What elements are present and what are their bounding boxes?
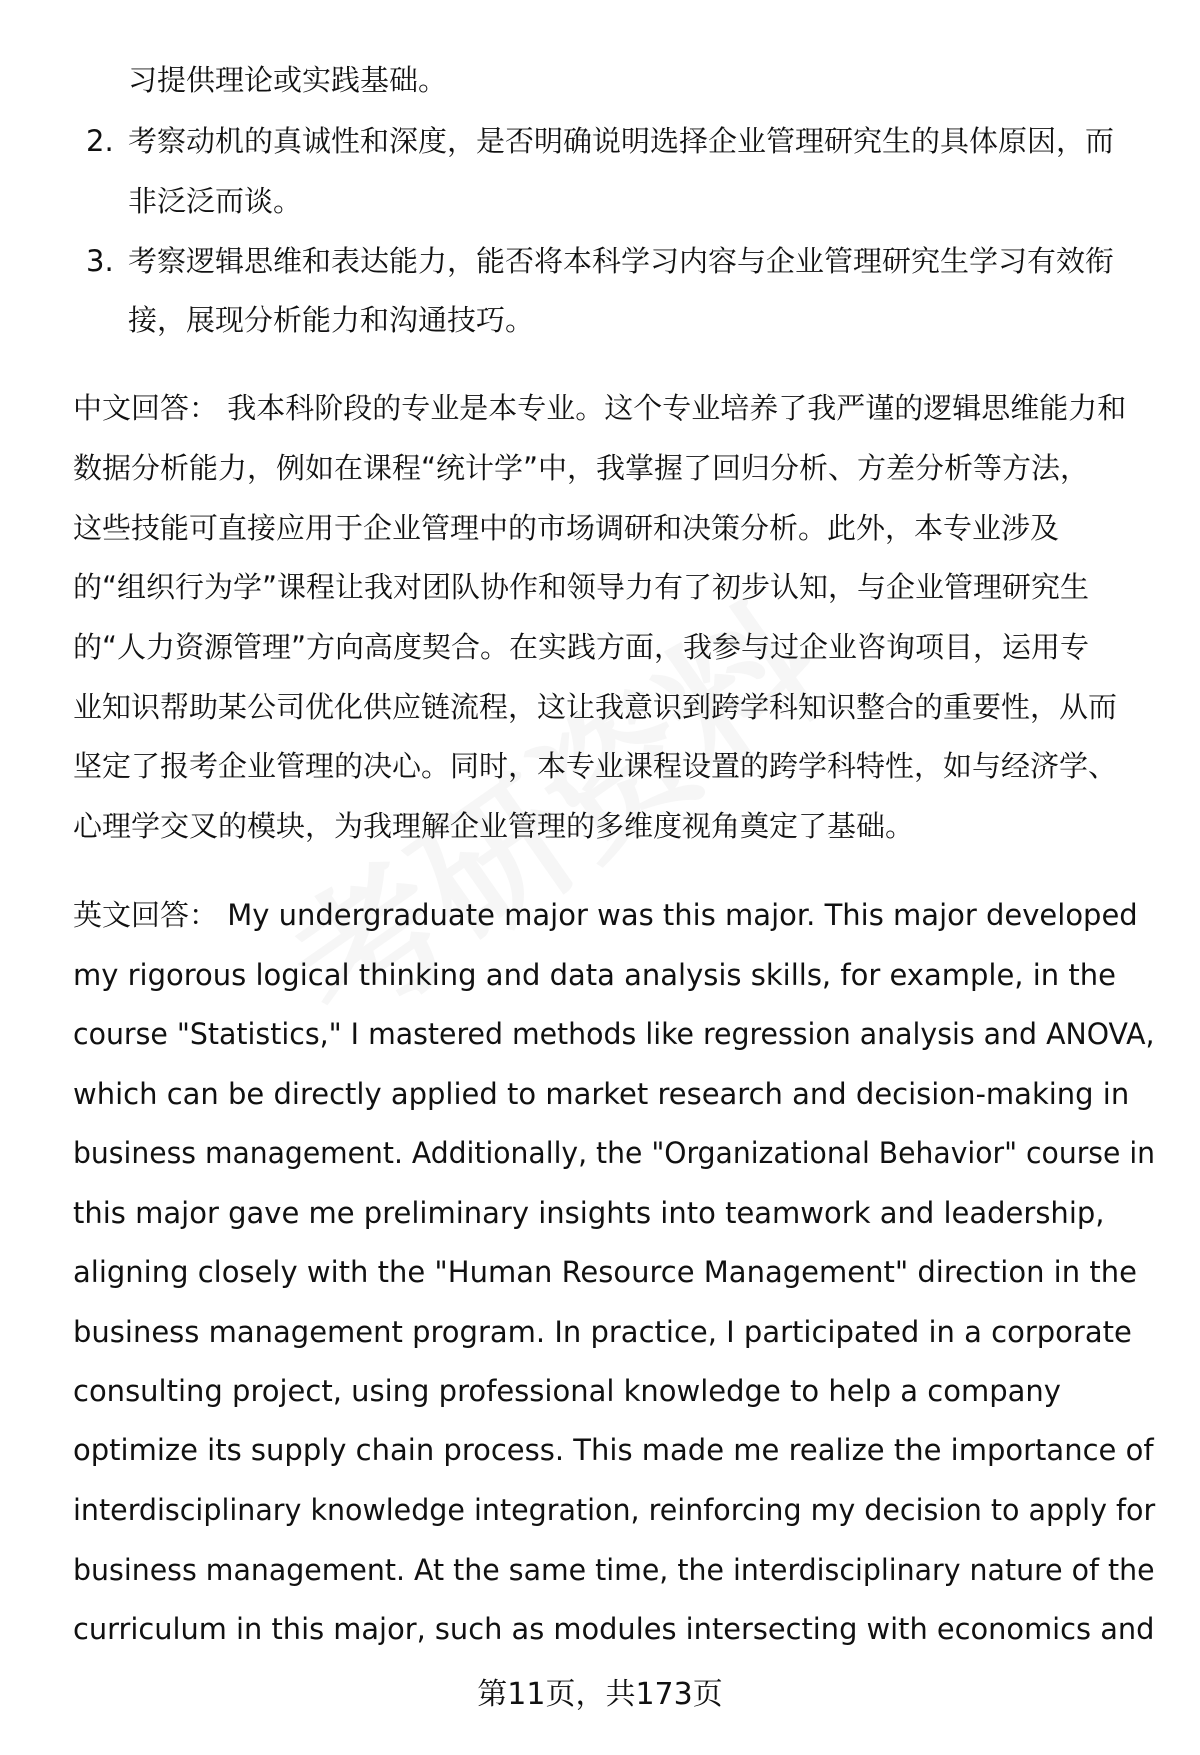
chinese-answer-line: 中文回答： 我本科阶段的专业是本专业。这个专业培养了我严谨的逻辑思维能力和 — [73, 391, 1127, 425]
criteria-item-number: 2. — [86, 124, 114, 158]
english-answer-line: consulting project, using professional knowledge to help a company — [73, 1374, 1061, 1408]
english-answer-line: business management. At the same time, the interdisciplinary nature of the — [73, 1553, 1155, 1587]
criteria-item-3-line: 考察逻辑思维和表达能力，能否将本科学习内容与企业管理研究生学习有效衔 — [128, 244, 1115, 278]
criteria-item-1-tail: 习提供理论或实践基础。 — [128, 63, 448, 97]
chinese-answer-line: 业知识帮助某公司优化供应链流程，这让我意识到跨学科知识整合的重要性，从而 — [73, 690, 1118, 724]
chinese-answer-line: 的“组织行为学”课程让我对团队协作和领导力有了初步认知，与企业管理研究生 — [73, 570, 1090, 604]
english-answer-line: business management. Additionally, the "Organizational Behavior" course in — [73, 1136, 1156, 1170]
english-answer-line: aligning closely with the "Human Resource Management" direction in the — [73, 1255, 1137, 1289]
english-answer-line: 英文回答： My undergraduate major was this major. This major developed — [73, 898, 1138, 932]
chinese-answer-line: 这些技能可直接应用于企业管理中的市场调研和决策分析。此外，本专业涉及 — [73, 511, 1060, 545]
english-answer-line: curriculum in this major, such as modules intersecting with economics and — [73, 1612, 1155, 1646]
chinese-answer-line: 数据分析能力，例如在课程“统计学”中，我掌握了回归分析、方差分析等方法， — [73, 451, 1090, 485]
chinese-answer-line: 坚定了报考企业管理的决心。同时，本专业课程设置的跨学科特性，如与经济学、 — [73, 749, 1118, 783]
criteria-item-number: 3. — [86, 244, 114, 278]
chinese-answer-line: 心理学交叉的模块，为我理解企业管理的多维度视角奠定了基础。 — [73, 809, 915, 843]
criteria-item-3-line: 接，展现分析能力和沟通技巧。 — [128, 303, 535, 337]
chinese-answer-line: 的“人力资源管理”方向高度契合。在实践方面，我参与过企业咨询项目，运用专 — [73, 630, 1090, 664]
english-answer-line: this major gave me preliminary insights into teamwork and leadership, — [73, 1196, 1105, 1230]
criteria-item-2-line: 考察动机的真诚性和深度，是否明确说明选择企业管理研究生的具体原因，而 — [128, 124, 1115, 158]
english-answer-line: my rigorous logical thinking and data analysis skills, for example, in the — [73, 958, 1116, 992]
criteria-item-2-line: 非泛泛而谈。 — [128, 184, 303, 218]
english-answer-line: interdisciplinary knowledge integration, reinforcing my decision to apply for — [73, 1493, 1156, 1527]
english-answer-line: course "Statistics," I mastered methods like regression analysis and ANOVA, — [73, 1017, 1155, 1051]
english-answer-line: optimize its supply chain process. This made me realize the importance of — [73, 1433, 1154, 1467]
english-answer-line: which can be directly applied to market research and decision-making in — [73, 1077, 1130, 1111]
english-answer-line: business management program. In practice, I participated in a corporate — [73, 1315, 1132, 1349]
page-number: 第11页，共173页 — [477, 1677, 723, 1712]
